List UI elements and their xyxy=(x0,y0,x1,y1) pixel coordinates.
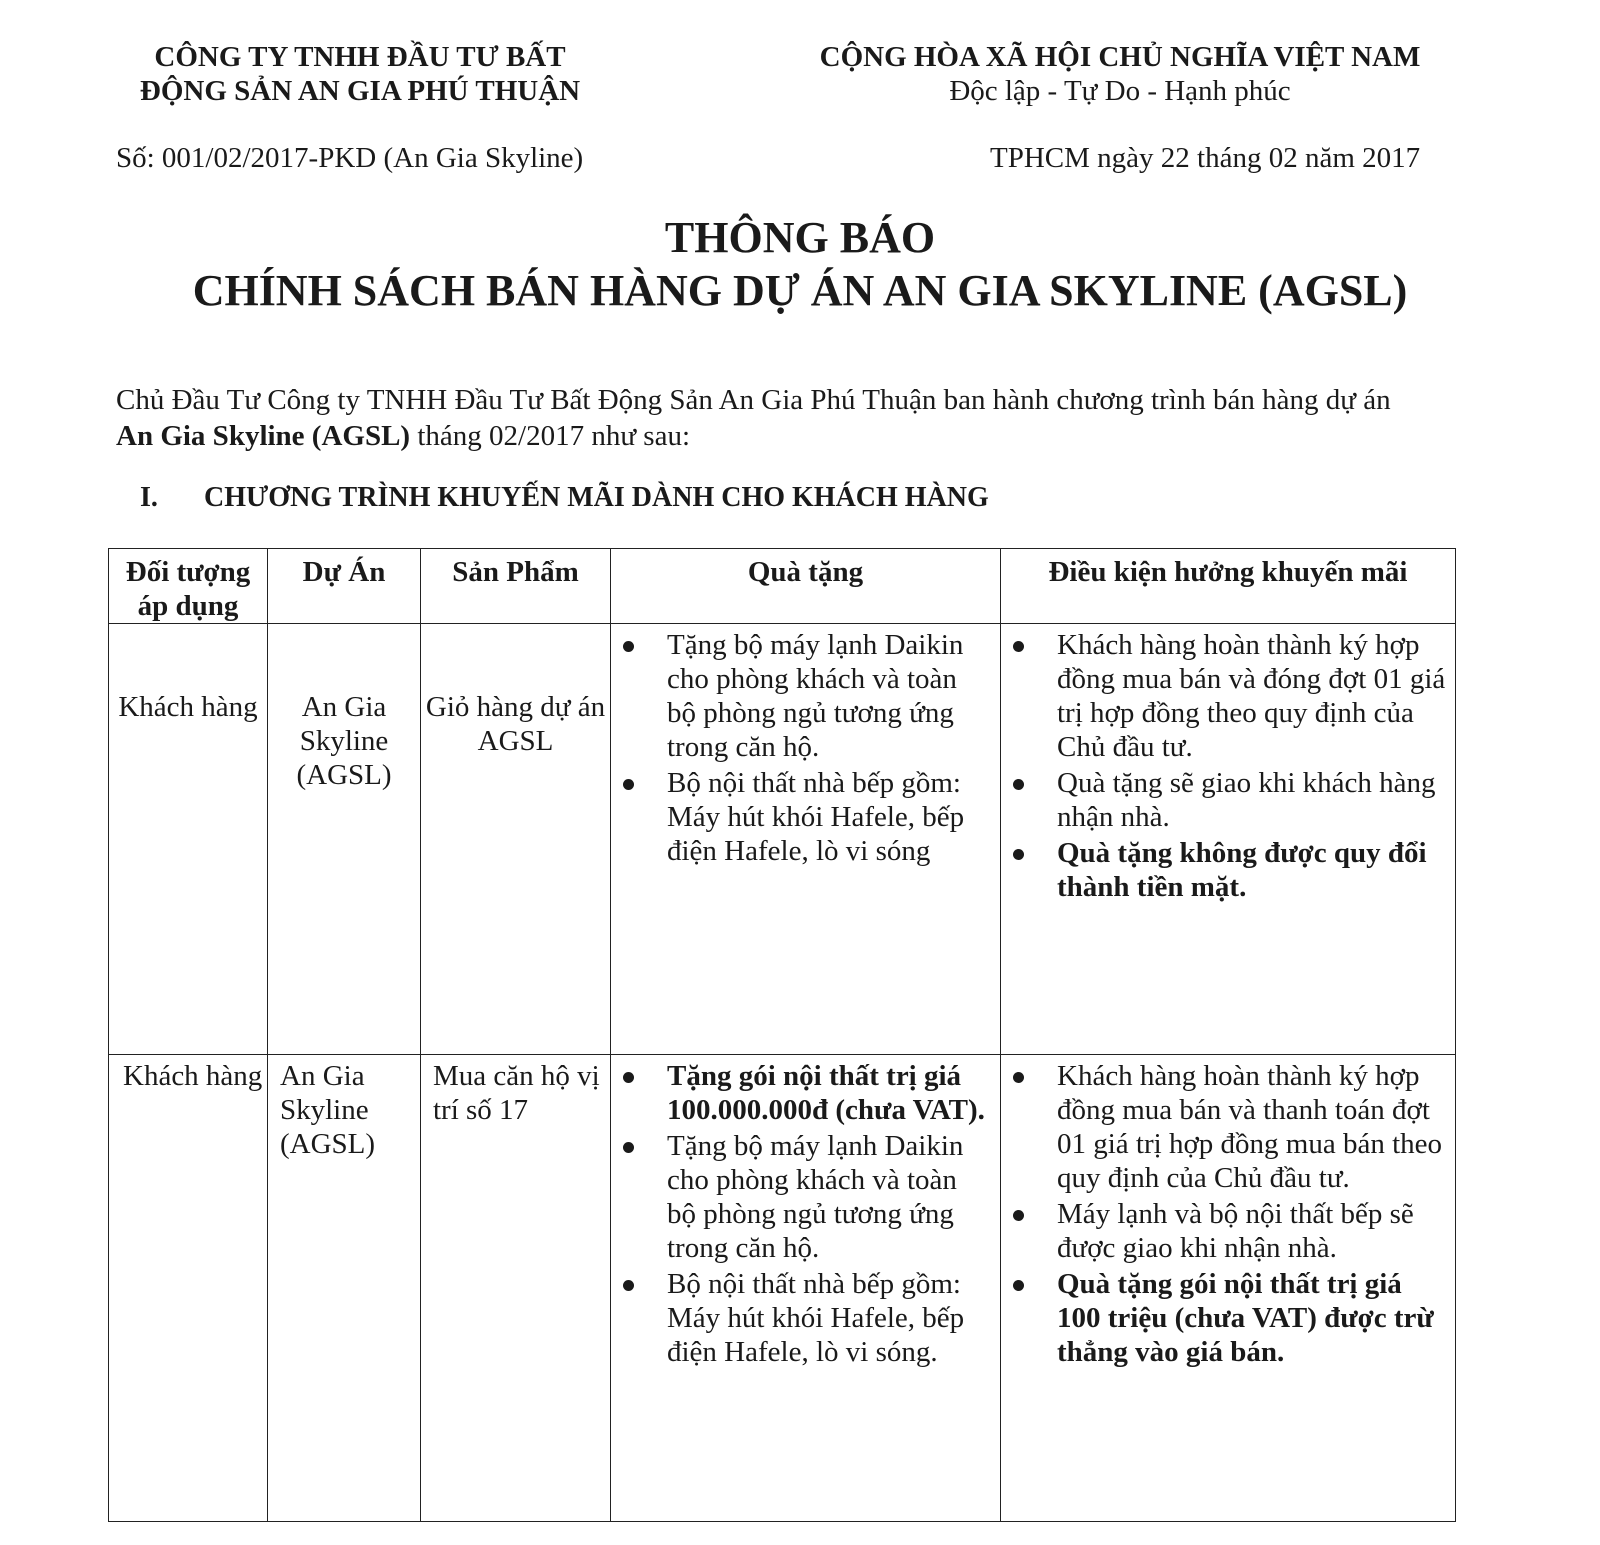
company-name-line1: CÔNG TY TNHH ĐẦU TƯ BẤT xyxy=(154,41,566,73)
header-product: Sản Phẩm xyxy=(421,549,611,624)
document-title: THÔNG BÁO xyxy=(664,213,936,262)
nation-motto: Độc lập - Tự Do - Hạnh phúc xyxy=(949,75,1291,107)
gift-list xyxy=(611,1055,1000,1369)
section-number: I. xyxy=(140,482,158,513)
list-item: Tặng bộ máy lạnh Daikin cho phòng khách và toàn bộ phòng ngủ tương ứng trong căn hộ. xyxy=(667,1129,992,1265)
intro-tail: tháng 02/2017 như sau: xyxy=(410,420,691,452)
cell-conditions xyxy=(1001,624,1456,1055)
table-row xyxy=(109,624,1456,1055)
list-item: Bộ nội thất nhà bếp gồm: Máy hút khói Hafele, bếp điện Hafele, lò vi sóng. xyxy=(667,1267,992,1369)
list-item: Khách hàng hoàn thành ký hợp đồng mua bán và thanh toán đợt 01 giá trị hợp đồng mua bán theo quy định của Chủ đầu tư. xyxy=(1057,1059,1447,1195)
intro-paragraph xyxy=(116,382,1466,454)
cell-target: Khách hàng xyxy=(109,1055,268,1522)
list-item: Quà tặng không được quy đổi thành tiền mặt. xyxy=(1057,836,1447,904)
list-item: Máy lạnh và bộ nội thất bếp sẽ được giao khi nhận nhà. xyxy=(1057,1197,1447,1265)
place-date: TPHCM ngày 22 tháng 02 năm 2017 xyxy=(990,142,1421,174)
intro-project-name: An Gia Skyline (AGSL) xyxy=(116,420,411,452)
list-item: Tặng bộ máy lạnh Daikin cho phòng khách và toàn bộ phòng ngủ tương ứng trong căn hộ. xyxy=(667,628,992,764)
table-header-row xyxy=(109,549,1456,624)
company-name-line2: ĐỘNG SẢN AN GIA PHÚ THUẬN xyxy=(139,75,581,107)
list-item: Quà tặng sẽ giao khi khách hàng nhận nhà. xyxy=(1057,766,1447,834)
cell-project: An Gia Skyline (AGSL) xyxy=(268,624,421,1055)
section-heading xyxy=(140,482,989,514)
cell-gifts xyxy=(611,624,1001,1055)
cell-gifts xyxy=(611,1055,1001,1522)
cell-conditions xyxy=(1001,1055,1456,1522)
cell-product: Mua căn hộ vị trí số 17 xyxy=(421,1055,611,1522)
company-name xyxy=(110,40,610,108)
header-condition: Điều kiện hưởng khuyến mãi xyxy=(1001,549,1456,624)
header-target xyxy=(109,549,268,624)
header-gift: Quà tặng xyxy=(611,549,1001,624)
header-target-line1: Đối tượng xyxy=(125,556,251,588)
intro-text: Chủ Đầu Tư Công ty TNHH Đầu Tư Bất Động Sản An Gia Phú Thuận ban hành chương trình bán hàng dự án xyxy=(116,384,1391,416)
list-item: Bộ nội thất nhà bếp gồm: Máy hút khói Hafele, bếp điện Hafele, lò vi sóng xyxy=(667,766,992,868)
national-header xyxy=(800,40,1440,108)
table-row xyxy=(109,1055,1456,1522)
list-item: Tặng gói nội thất trị giá 100.000.000đ (chưa VAT). xyxy=(667,1059,992,1127)
cell-product: Giỏ hàng dự án AGSL xyxy=(421,624,611,1055)
gift-list xyxy=(611,624,1000,868)
list-item: Quà tặng gói nội thất trị giá 100 triệu (chưa VAT) được trừ thẳng vào giá bán. xyxy=(1057,1267,1447,1369)
header-project: Dự Án xyxy=(268,549,421,624)
cell-target: Khách hàng xyxy=(109,624,268,1055)
condition-list xyxy=(1001,1055,1455,1369)
header-target-line2: áp dụng xyxy=(137,590,239,622)
condition-list xyxy=(1001,624,1455,904)
document-number: Số: 001/02/2017-PKD (An Gia Skyline) xyxy=(116,142,584,174)
list-item: Khách hàng hoàn thành ký hợp đồng mua bán và đóng đợt 01 giá trị hợp đồng theo quy định của Chủ đầu tư. xyxy=(1057,629,1446,763)
document-subtitle: CHÍNH SÁCH BÁN HÀNG DỰ ÁN AN GIA SKYLINE (AGSL) xyxy=(192,266,1408,315)
cell-project: An Gia Skyline (AGSL) xyxy=(268,1055,421,1522)
nation-title: CỘNG HÒA XÃ HỘI CHỦ NGHĨA VIỆT NAM xyxy=(819,41,1421,73)
promotion-table xyxy=(108,548,1456,1522)
section-title: CHƯƠNG TRÌNH KHUYẾN MÃI DÀNH CHO KHÁCH HÀNG xyxy=(204,482,989,513)
